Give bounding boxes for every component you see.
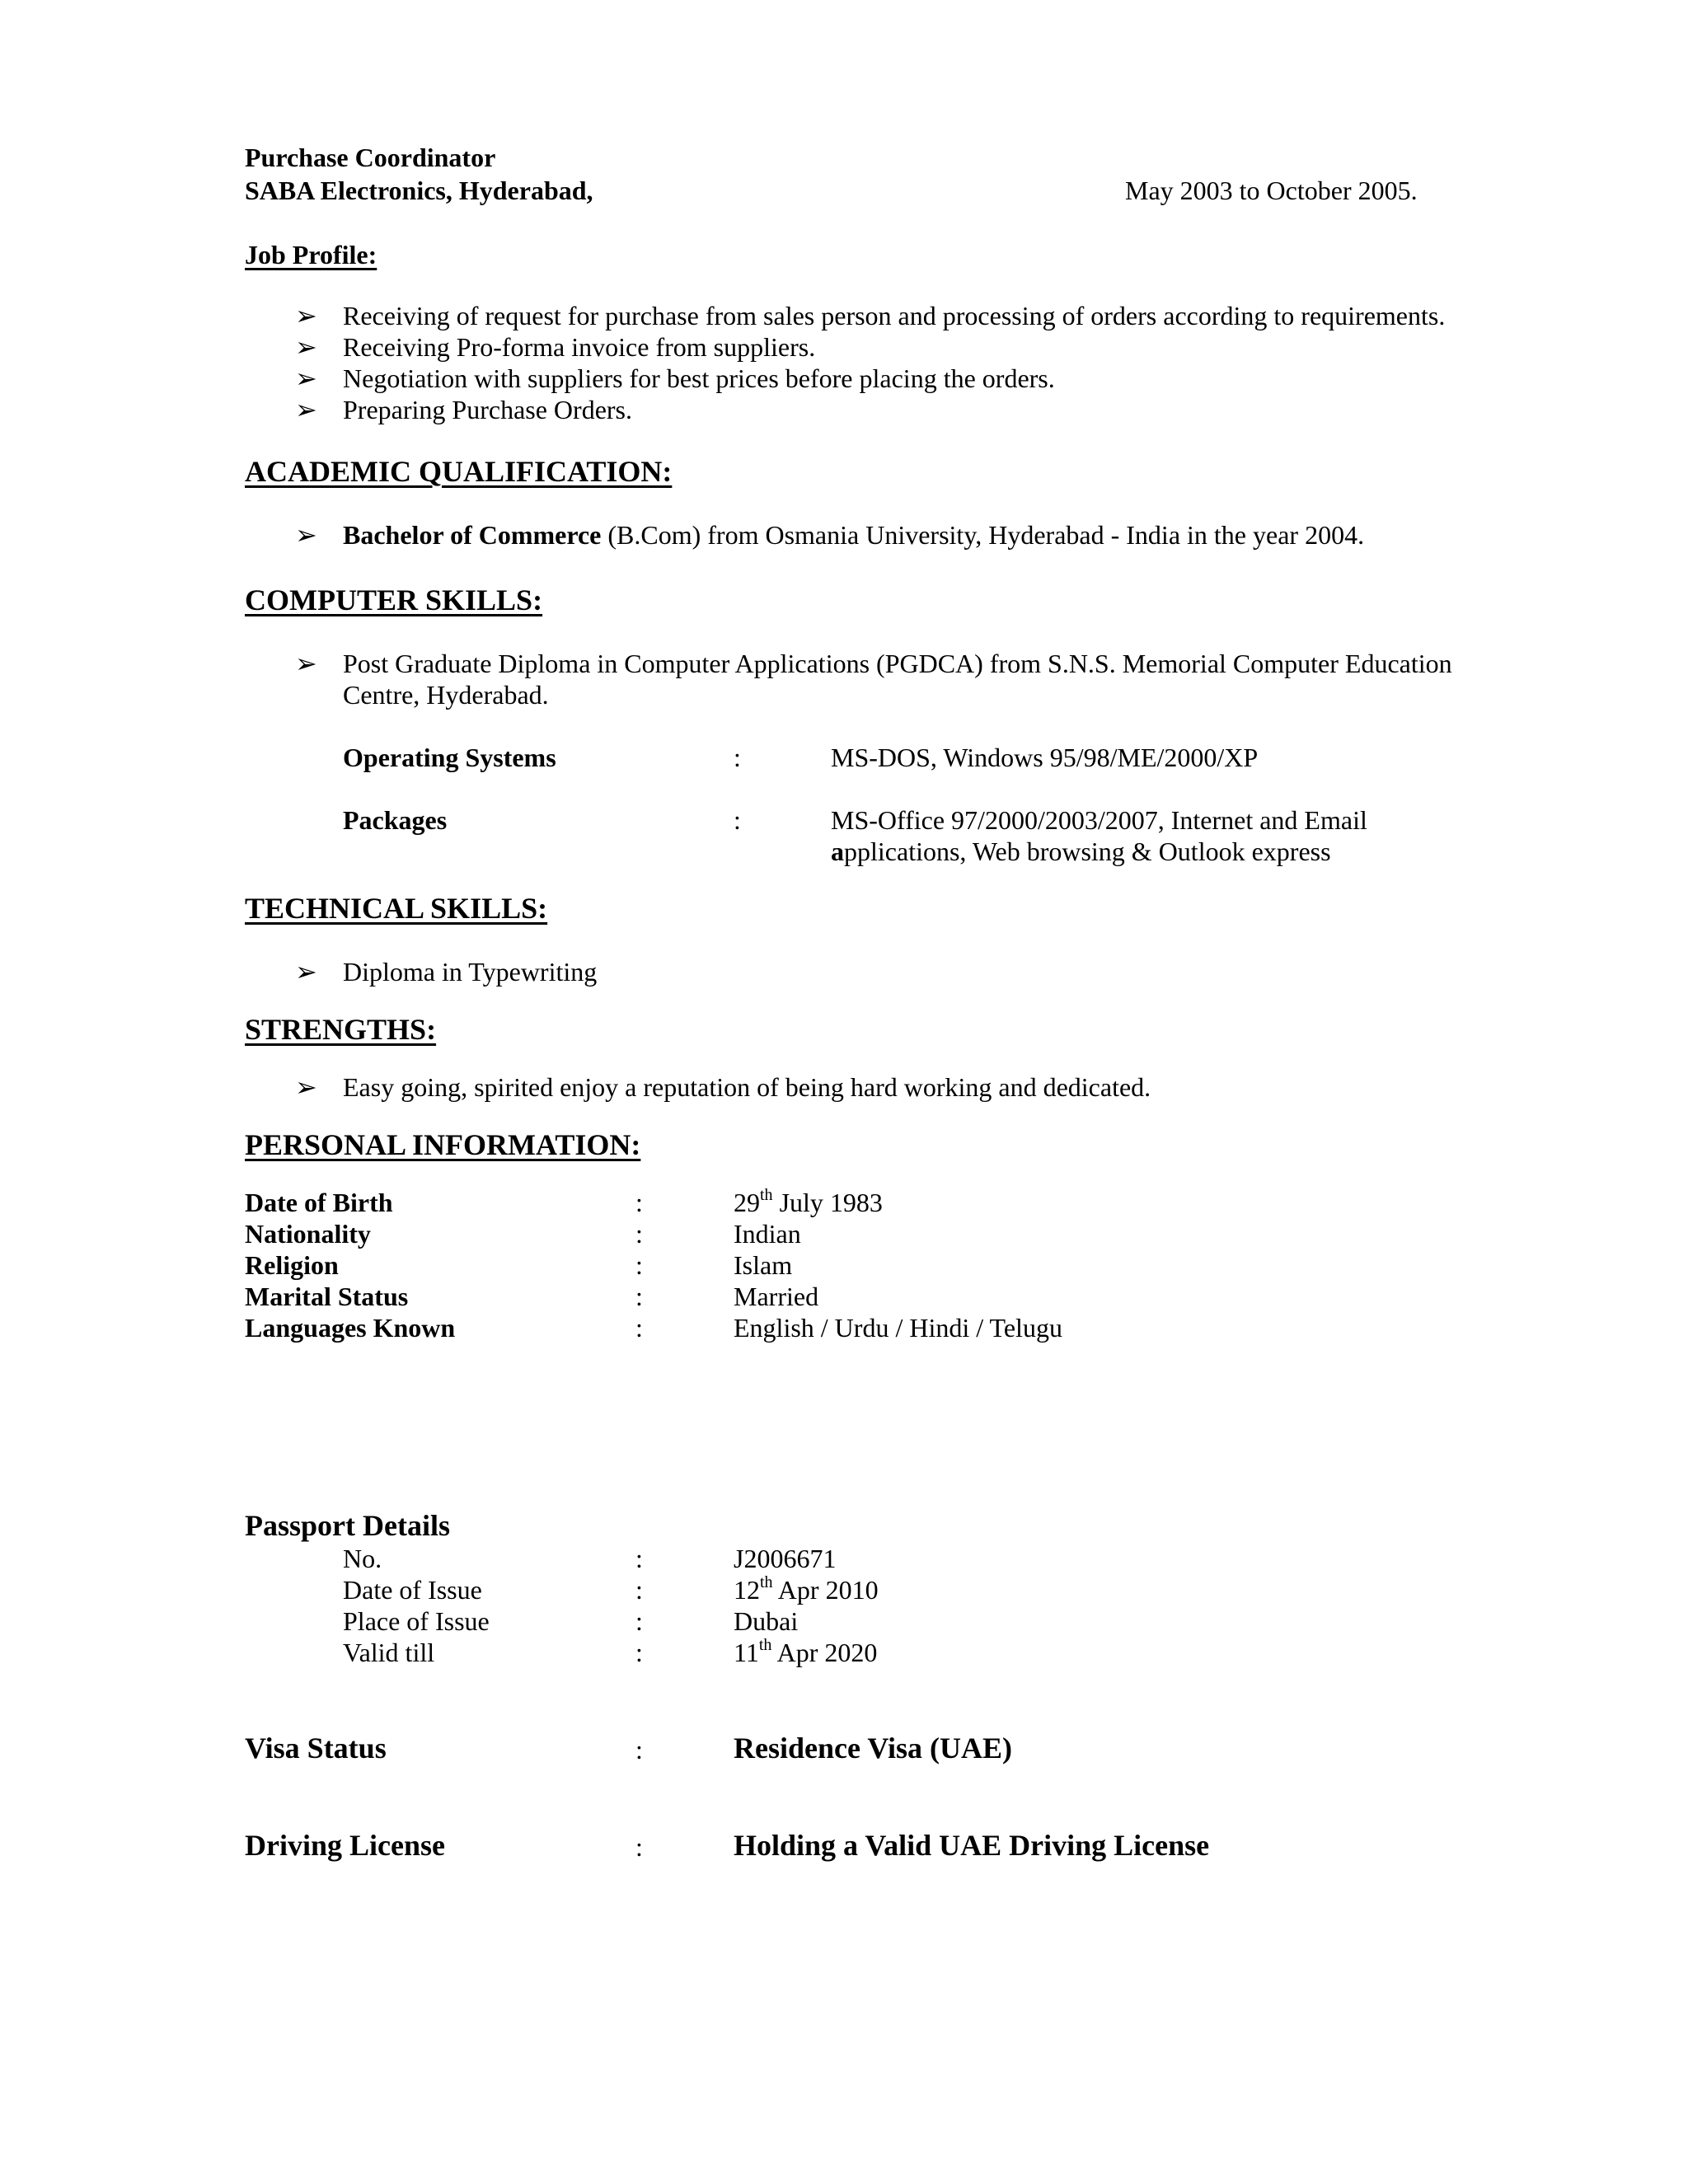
languages-value: English / Urdu / Hindi / Telugu	[734, 1313, 1062, 1343]
languages-label: Languages Known	[245, 1313, 456, 1343]
separator: :	[635, 1544, 643, 1573]
degree-name: Bachelor of Commerce	[343, 520, 602, 550]
passport-no-label: No.	[343, 1544, 382, 1573]
issue-date-label: Date of Issue	[343, 1575, 482, 1605]
separator: :	[635, 1282, 643, 1311]
packages-value-2: applications, Web browsing & Outlook express	[831, 837, 1331, 866]
separator: :	[635, 1735, 643, 1765]
os-value: MS-DOS, Windows 95/98/ME/2000/XP	[831, 743, 1259, 772]
packages-value-1: MS-Office 97/2000/2003/2007, Internet and Email	[831, 805, 1367, 835]
issue-place-label: Place of Issue	[343, 1606, 490, 1636]
arrowhead-bullet-icon: ➢	[295, 363, 317, 393]
separator: :	[635, 1638, 643, 1667]
job-period: May 2003 to October 2005.	[1125, 176, 1418, 205]
separator: :	[635, 1575, 643, 1605]
separator: :	[734, 805, 741, 835]
visa-status-value: Residence Visa (UAE)	[734, 1732, 1012, 1765]
computer-skills-heading: COMPUTER SKILLS:	[245, 583, 543, 616]
strengths-heading: STRENGTHS:	[245, 1013, 437, 1046]
resume-page: Purchase Coordinator SABA Electronics, Hyderabad, May 2003 to October 2005. Job Profile: ➢ Receiving of request for purchase from sales person and processing of orders according to requirements. ➢ Receiving Pro-forma invoice from suppliers. ➢ Negotiation with suppliers for best prices before placing the orders. ➢ Preparing Purchase Orders. ACADEMIC QUALIFICATION: ➢ Bachelor of Commerce (B.Com) from Osmania University, Hyderabad - India in the year 2004. COMPUTER SKILLS: ➢ Post Graduate Diploma in Computer Applications (PGDCA) from S.N.S. Memorial Computer Education Centre, Hyderabad. Operating Systems : MS-DOS, Windows 95/98/ME/2000/XP Packages : MS-Office 97/2000/2003/2007, Internet and Email applications, Web browsing & Outlook express TECHNICAL SKILLS: ➢ Diploma in Typewriting STRENGTHS: ➢ Easy going, spirited enjoy a reputation of being hard working and dedicated. PERSONAL INFORMATION: Date of Birth : 29th July 1983 Nationality : Indian Religion : Islam Marital Status : Married Languages Known : English / Urdu / Hindi / Telugu Passport Details No. : J2006671 Date of Issue : 12th Apr 2010 Place of Issue : Dubai Valid till : 11th Apr 2020 Visa Status : Residence Visa (UAE) Driving License : Holding a Valid UAE Driving License	[245, 143, 1452, 1862]
nationality-label: Nationality	[245, 1219, 371, 1249]
visa-status-label: Visa Status	[245, 1732, 387, 1765]
passport-no-value: J2006671	[734, 1544, 837, 1573]
marital-status-value: Married	[734, 1282, 819, 1311]
arrowhead-bullet-icon: ➢	[295, 957, 317, 987]
separator: :	[635, 1313, 643, 1343]
packages-label: Packages	[343, 805, 448, 835]
pgdca-line-2: Centre, Hyderabad.	[343, 680, 549, 710]
issue-place-value: Dubai	[734, 1606, 799, 1636]
arrowhead-bullet-icon: ➢	[295, 332, 317, 362]
separator: :	[635, 1219, 643, 1249]
religion-value: Islam	[734, 1250, 793, 1280]
valid-till-label: Valid till	[343, 1638, 435, 1667]
arrowhead-bullet-icon: ➢	[295, 395, 317, 424]
issue-date-value: 12th Apr 2010	[734, 1573, 879, 1605]
separator: :	[635, 1606, 643, 1636]
arrowhead-bullet-icon: ➢	[295, 649, 317, 678]
dob-label: Date of Birth	[245, 1188, 393, 1217]
separator: :	[635, 1250, 643, 1280]
valid-till-value: 11th Apr 2020	[734, 1636, 878, 1667]
driving-license-value: Holding a Valid UAE Driving License	[734, 1829, 1210, 1862]
religion-label: Religion	[245, 1250, 339, 1280]
technical-skills-heading: TECHNICAL SKILLS:	[245, 892, 548, 925]
arrowhead-bullet-icon: ➢	[295, 520, 317, 550]
personal-info-heading: PERSONAL INFORMATION:	[245, 1128, 641, 1161]
academic-heading: ACADEMIC QUALIFICATION:	[245, 455, 673, 488]
dob-value: 29th July 1983	[734, 1186, 883, 1217]
degree-detail: (B.Com) from Osmania University, Hyderabad - India in the year 2004.	[601, 520, 1365, 550]
job-profile-heading: Job Profile:	[245, 240, 377, 269]
separator: :	[635, 1832, 643, 1862]
passport-heading: Passport Details	[245, 1509, 450, 1542]
separator: :	[734, 743, 741, 772]
nationality-value: Indian	[734, 1219, 801, 1249]
company-name: SABA Electronics, Hyderabad,	[245, 176, 593, 205]
arrowhead-bullet-icon: ➢	[295, 1072, 317, 1102]
driving-license-label: Driving License	[245, 1829, 445, 1862]
marital-status-label: Marital Status	[245, 1282, 409, 1311]
os-label: Operating Systems	[343, 743, 556, 772]
arrowhead-bullet-icon: ➢	[295, 301, 317, 330]
job-title: Purchase Coordinator	[245, 143, 496, 172]
separator: :	[635, 1188, 643, 1217]
